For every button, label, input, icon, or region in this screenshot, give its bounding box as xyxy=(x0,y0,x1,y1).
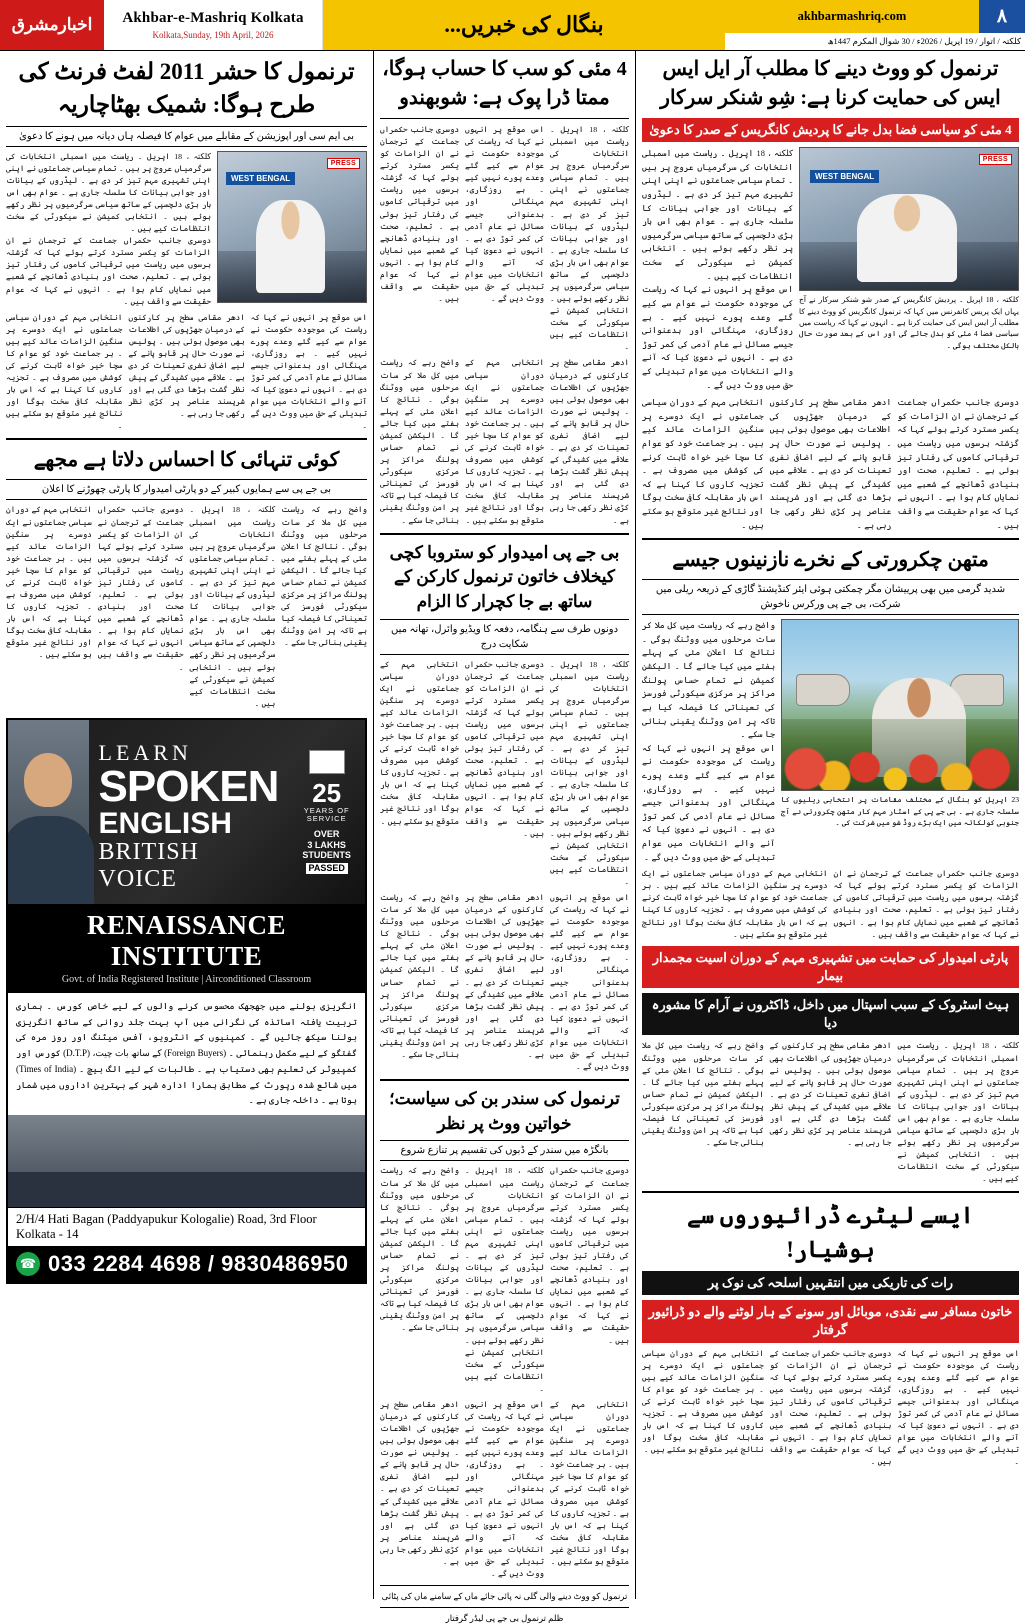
third-body-a: کلکتہ ، 18 اپریل ۔ ریاست میں اسمبلی انتخابات کی سرگرمیاں عروج پر ہیں ۔ تمام سیاسی جماعتوں نے اپنی اپنی تشہیری مہم تیز کر دی ہے ۔ لیڈروں کے بیانات اور جوابی بیانات کا سلسلہ جاری ہے ۔ عوام بھی اس بار بڑی دلچسپی کے ساتھ سیاسی سرگرمیوں پر نظر رکھے ہوئے ہیں ۔ انتخابی کمیشن نے سیکورٹی کے سخت انتظامات کیے ہیں ۔ xyxy=(897,1041,1019,1184)
divider-1 xyxy=(642,538,1019,540)
middle-headline: 4 مئی کو سب کا حساب ہوگا، ممتا ڈرا پوک ہے: شوبھندو xyxy=(382,58,627,109)
middle-body-c: دوسری جانب حکمراں جماعت کے ترجمان نے ان الزامات کو یکسر مسترد کرتے ہوئے کہا کہ گزشتہ برسوں میں ریاست میں ترقیاتی کاموں کی رفتار تیز ہوئی ہے ۔ تعلیم، صحت اور بنیادی ڈھانچے کے شعبے میں نمایاں کام ہوا ہے ۔ انہوں نے کہا کہ عوام حقیقت سے واقف ہیں ۔ xyxy=(380,125,459,304)
ad-spoken-label: SPOKEN xyxy=(98,762,279,812)
ad-over-line4: PASSED xyxy=(306,863,348,874)
middle-body-h: دوسری جانب حکمراں جماعت کے ترجمان نے ان الزامات کو یکسر مسترد کرتے ہوئے کہا کہ گزشتہ برسوں میں ریاست میں ترقیاتی کاموں کی رفتار تیز ہوئی ہے ۔ تعلیم، صحت اور بنیادی ڈھانچے کے شعبے میں نمایاں کام ہوا ہے ۔ انہوں نے کہا کہ عوام حقیقت سے واقف ہیں ۔ xyxy=(465,659,544,838)
ad-years-label: YEARS OF SERVICE xyxy=(303,805,350,823)
website-url[interactable]: akhbarmashriq.com xyxy=(797,9,907,23)
left-photo-row xyxy=(6,151,367,308)
center-banner-text: بنگال کی خبریں... xyxy=(444,12,604,37)
ad-classroom-desk xyxy=(8,1172,365,1207)
left-body-i: انتخابی مہم کے دوران سیاسی جماعتوں نے ایک دوسرے پر سنگین الزامات عائد کیے ہیں ۔ ہر جماعت خود کو عوام کا سچا خیر خواہ ثابت کرنے کی کوشش میں مصروف ہے ۔ تجزیہ کاروں کا کہنا ہے کہ اس بار مقابلہ کافی سخت ہوگا اور نتائج غیر متوقع ہو سکتے ہیں ۔ xyxy=(6,505,92,660)
middle-bottom-bar2: ظلم ترنمول بی جے پی لیڈر گرفتار xyxy=(445,1613,564,1624)
divider-m3 xyxy=(380,1079,629,1081)
paper-name-en: Akhbar-e-Mashriq Kolkata xyxy=(122,10,304,26)
left-body-cols-2 xyxy=(6,504,367,709)
ad-badges xyxy=(288,720,365,904)
middle-body-p: انتخابی مہم کے دوران سیاسی جماعتوں نے ایک دوسرے پر سنگین الزامات عائد کیے ہیں ۔ ہر جماعت خود کو عوام کا سچا خیر خواہ ثابت کرنے کی کوشش میں مصروف ہے ۔ تجزیہ کاروں کا کہنا ہے کہ اس بار مقابلہ کافی سخت ہوگا اور نتائج غیر متوقع ہو سکتے ہیں ۔ xyxy=(550,1399,629,1566)
ad-phone-row[interactable] xyxy=(8,1246,365,1282)
column-middle xyxy=(373,51,635,1624)
ad-years-number: 25 xyxy=(312,777,342,808)
ad-british-voice-label: BRITISH VOICE xyxy=(98,839,199,893)
ad-learn-label: LEARN xyxy=(98,740,192,766)
left-body-h: دوسری جانب حکمراں جماعت کے ترجمان نے ان الزامات کو یکسر مسترد کرتے ہوئے کہا کہ گزشتہ برسوں میں ریاست میں ترقیاتی کاموں کی رفتار تیز ہوئی ہے ۔ تعلیم، صحت اور بنیادی ڈھانچے کے شعبے میں نمایاں کام ہوا ہے ۔ انہوں نے کہا کہ عوام حقیقت سے واقف ہیں ۔ xyxy=(97,505,184,672)
rally-photo xyxy=(781,619,1019,791)
ad-classroom-photo xyxy=(8,1115,365,1207)
lead-body-a: کلکتہ ، 18 اپریل ۔ ریاست میں اسمبلی انتخابات کی سرگرمیاں عروج پر ہیں ۔ تمام سیاسی جماعتوں نے اپنی اپنی تشہیری مہم تیز کر دی ہے ۔ لیڈروں کے بیانات اور جوابی بیانات کا سلسلہ جاری ہے ۔ عوام بھی اس بار بڑی دلچسپی کے ساتھ سیاسی سرگرمیوں پر نظر رکھے ہوئے ہیں ۔ انتخابی کمیشن نے سیکورٹی کے سخت انتظامات کیے ہیں ۔ xyxy=(642,149,793,281)
ad-years-badge xyxy=(292,777,361,823)
ad-top-section xyxy=(8,720,365,904)
middle-body-a: کلکتہ ، 18 اپریل ۔ ریاست میں اسمبلی انتخابات کی سرگرمیاں عروج پر ہیں ۔ تمام سیاسی جماعتوں نے اپنی اپنی تشہیری مہم تیز کر دی ہے ۔ لیڈروں کے بیانات اور جوابی بیانات کا سلسلہ جاری ہے ۔ عوام بھی اس بار بڑی دلچسپی کے ساتھ سیاسی سرگرمیوں پر نظر رکھے ہوئے ہیں ۔ انتخابی کمیشن نے سیکورٹی کے سخت انتظامات کیے ہیں ۔ xyxy=(550,125,630,352)
divider-m2 xyxy=(380,533,629,535)
middle-body-cols-4 xyxy=(380,892,629,1073)
third-bar: پارٹی امیدوار کی حمایت میں تشہیری مہم کے دوران اسیت مجمدار بیمار xyxy=(642,946,1019,988)
left-body-a: کلکتہ ، 18 اپریل ۔ ریاست میں اسمبلی انتخابات کی سرگرمیاں عروج پر ہیں ۔ تمام سیاسی جماعتوں نے اپنی اپنی تشہیری مہم تیز کر دی ہے ۔ لیڈروں کے بیانات اور جوابی بیانات کا سلسلہ جاری ہے ۔ عوام بھی اس بار بڑی دلچسپی کے ساتھ سیاسی سرگرمیوں پر نظر رکھے ہوئے ہیں ۔ انتخابی کمیشن نے سیکورٹی کے سخت انتظامات کیے ہیں ۔ xyxy=(6,151,211,234)
phone-icon: ☎ xyxy=(16,1252,40,1276)
left-subhead-2: بی جے پی سے ہمایوں کبیر کے دو پارٹی امیدوار کا پارٹی چھوڑنے کا اعلان xyxy=(6,479,367,500)
left-body-d: ادھر مقامی سطح پر کارکنوں کے درمیان جھڑپوں کی اطلاعات بھی موصول ہوئی ہیں ۔ پولیس نے صورت حال پر قابو پانے کے لیے اضافی نفری تعینات کر دی ہے ۔ علاقے میں کشیدگی کے پیش نظر گشت بڑھا دی گئی ہے اور شرپسند عناصر پر کڑی نظر رکھی جا رہی ہے ۔ xyxy=(128,312,245,419)
ad-phone-number[interactable]: 033 2284 4698 / 9830486950 xyxy=(48,1251,349,1277)
divider-m4 xyxy=(380,1585,629,1586)
paper-date-en: Kolkata,Sunday, 19th April, 2026 xyxy=(152,30,274,40)
ad-photo-body xyxy=(6,816,94,904)
middle-body-e: انتخابی مہم کے دوران سیاسی جماعتوں نے ایک دوسرے پر سنگین الزامات عائد کیے ہیں ۔ ہر جماعت خود کو عوام کا سچا خیر خواہ ثابت کرنے کی کوشش میں مصروف ہے ۔ تجزیہ کاروں کا کہنا ہے کہ اس بار مقابلہ کافی سخت ہوگا اور نتائج غیر متوقع ہو سکتے ہیں ۔ xyxy=(465,358,544,525)
third-subbar: ہیٹ اسٹروک کے سبب اسپتال میں داخل، ڈاکٹروں نے آرام کا مشورہ دیا xyxy=(642,993,1019,1035)
left-body-b: دوسری جانب حکمراں جماعت کے ترجمان نے ان الزامات کو یکسر مسترد کرتے ہوئے کہا کہ گزشتہ برسوں میں ریاست میں ترقیاتی کاموں کی رفتار تیز ہوئی ہے ۔ تعلیم، صحت اور بنیادی ڈھانچے کے شعبے میں نمایاں کام ہوا ہے ۔ انہوں نے کہا کہ عوام حقیقت سے واقف ہیں ۔ xyxy=(6,236,211,306)
lead-headline: ترنمول کو ووٹ دینے کا مطلب آر ایل ایس ایس کی حمایت کرنا ہے: شِو شنکر سرکار xyxy=(660,58,1001,109)
left-subhead-1: بی ایم سی اور اپوزیشن کے مقابلے میں عوام کا فیصلہ ہاں دیانہ میں ہونے کا دعویٰ xyxy=(6,126,367,147)
advertisement-renaissance[interactable] xyxy=(6,718,367,1284)
middle-body-q: اس موقع پر انہوں نے کہا کہ ریاست کی موجودہ حکومت نے عوام سے کیے گئے وعدے پورے نہیں کیے ۔ بے روزگاری، مہنگائی اور بدعنوانی جیسے مسائل نے عام آدمی کی کمر توڑ دی ہے ۔ انہوں نے دعویٰ کیا کہ آنے والے انتخابات میں عوام تبدیلی کے حق میں ووٹ دیں گے ۔ xyxy=(465,1399,544,1579)
rally-body-d: انتخابی مہم کے دوران سیاسی جماعتوں نے ایک دوسرے پر سنگین الزامات عائد کیے ہیں ۔ ہر جماعت خود کو عوام کا سچا خیر خواہ ثابت کرنے کی کوشش میں مصروف ہے ۔ تجزیہ کاروں کا کہنا ہے کہ اس بار مقابلہ کافی سخت ہوگا اور نتائج غیر متوقع ہو سکتے ہیں ۔ xyxy=(642,869,828,939)
page-content xyxy=(0,51,1025,1624)
middle-body-m: دوسری جانب حکمراں جماعت کے ترجمان نے ان الزامات کو یکسر مسترد کرتے ہوئے کہا کہ گزشتہ برسوں میں ریاست میں ترقیاتی کاموں کی رفتار تیز ہوئی ہے ۔ تعلیم، صحت اور بنیادی ڈھانچے کے شعبے میں نمایاں کام ہوا ہے ۔ انہوں نے کہا کہ عوام حقیقت سے واقف ہیں ۔ xyxy=(550,1166,629,1345)
photo-person xyxy=(857,194,957,282)
rally-body-cols xyxy=(642,868,1019,940)
ad-english-label: ENGLISH xyxy=(98,806,232,840)
fourth-body-c: انتخابی مہم کے دوران سیاسی جماعتوں نے ایک دوسرے پر سنگین الزامات عائد کیے ہیں ۔ ہر جماعت خود کو عوام کا سچا خیر خواہ ثابت کرنے کی کوشش میں مصروف ہے ۔ تجزیہ کاروں کا کہنا ہے کہ اس بار مقابلہ کافی سخت ہوگا اور نتائج غیر متوقع ہو سکتے ہیں ۔ xyxy=(641,1348,764,1455)
ad-text-block xyxy=(89,720,289,904)
ad-over-line3: STUDENTS xyxy=(302,850,351,861)
rally-photo-row xyxy=(642,619,1019,864)
middle-body-i: انتخابی مہم کے دوران سیاسی جماعتوں نے ایک دوسرے پر سنگین الزامات عائد کیے ہیں ۔ ہر جماعت خود کو عوام کا سچا خیر خواہ ثابت کرنے کی کوشش میں مصروف ہے ۔ تجزیہ کاروں کا کہنا ہے کہ اس بار مقابلہ کافی سخت ہوگا اور نتائج غیر متوقع ہو سکتے ہیں ۔ xyxy=(380,659,459,826)
middle-body-d: ادھر مقامی سطح پر کارکنوں کے درمیان جھڑپوں کی اطلاعات بھی موصول ہوئی ہیں ۔ پولیس نے صورت حال پر قابو پانے کے لیے اضافی نفری تعینات کر دی ہے ۔ علاقے میں کشیدگی کے پیش نظر گشت بڑھا دی گئی ہے اور شرپسند عناصر پر کڑی نظر رکھی جا رہی ہے ۔ xyxy=(550,358,629,525)
third-body-b: ادھر مقامی سطح پر کارکنوں کے درمیان جھڑپوں کی اطلاعات بھی موصول ہوئی ہیں ۔ پولیس نے صورت حال پر قابو پانے کے لیے اضافی نفری تعینات کر دی ہے ۔ علاقے میں کشیدگی کے پیش نظر گشت بڑھا دی گئی ہے اور شرپسند عناصر پر کڑی نظر رکھی جا رہی ہے ۔ xyxy=(769,1041,892,1148)
left-press-badge: PRESS xyxy=(327,158,360,169)
left-photo xyxy=(217,151,367,303)
masthead-name-block xyxy=(104,0,323,50)
fourth-headline: ایسے لیٹرے ڈرائیوروں سے ہوشیار! xyxy=(687,1203,974,1262)
fourth-body-cols xyxy=(642,1348,1019,1469)
middle-body-r: ادھر مقامی سطح پر کارکنوں کے درمیان جھڑپوں کی اطلاعات بھی موصول ہوئی ہیں ۔ پولیس نے صورت حال پر قابو پانے کے لیے اضافی نفری تعینات کر دی ہے ۔ علاقے میں کشیدگی کے پیش نظر گشت بڑھا دی گئی ہے اور شرپسند عناصر پر کڑی نظر رکھی جا رہی ہے ۔ xyxy=(380,1399,459,1566)
divider-m1 xyxy=(380,118,629,119)
middle-body-b: اس موقع پر انہوں نے کہا کہ ریاست کی موجودہ حکومت نے عوام سے کیے گئے وعدے پورے نہیں کیے ۔ بے روزگاری، مہنگائی اور بدعنوانی جیسے مسائل نے عام آدمی کی کمر توڑ دی ہے ۔ انہوں نے دعویٰ کیا کہ آنے والے انتخابات میں عوام تبدیلی کے حق میں ووٹ دیں گے ۔ xyxy=(465,125,544,304)
left-body-c: اس موقع پر انہوں نے کہا کہ ریاست کی موجودہ حکومت نے عوام سے کیے گئے وعدے پورے نہیں کیے ۔ بے روزگاری، مہنگائی اور بدعنوانی جیسے مسائل نے عام آدمی کی کمر توڑ دی ہے ۔ انہوں نے دعویٰ کیا کہ آنے والے انتخابات میں عوام تبدیلی کے حق میں ووٹ دیں گے ۔ xyxy=(250,312,367,431)
lead-body-d: ادھر مقامی سطح پر کارکنوں کے درمیان جھڑپوں کی اطلاعات بھی موصول ہوئی ہیں ۔ پولیس نے صورت حال پر قابو پانے کے لیے اضافی نفری تعینات کر دی ہے ۔ علاقے میں کشیدگی کے پیش نظر گشت بڑھا دی گئی ہے اور شرپسند عناصر پر کڑی نظر رکھی جا رہی ہے ۔ xyxy=(769,398,892,530)
middle-second-bar: دونوں طرف سے ہنگامہ، دفعہ کا ویڈیو وائرل، تھانہ میں شکایت درج xyxy=(380,619,629,655)
middle-body-l: واضح رہے کہ ریاست میں کل ملا کر سات مرحلوں میں ووٹنگ ہوگی ۔ نتائج کا اعلان مئی کے پہلے ہفتے میں کیا جائے گا ۔ الیکشن کمیشن نے تمام حساس پولنگ مراکز پر مرکزی سیکورٹی فورسز کی تعیناتی کا فیصلہ کیا ہے تاکہ پر امن ووٹنگ یقینی بنائی جا سکے ۔ xyxy=(380,892,459,1059)
middle-body-cols-5 xyxy=(380,1165,629,1394)
column-right xyxy=(635,51,1025,1599)
column-left xyxy=(0,51,373,1599)
rally-body-b: اس موقع پر انہوں نے کہا کہ ریاست کی موجودہ حکومت نے عوام سے کیے گئے وعدے پورے نہیں کیے ۔ بے روزگاری، مہنگائی اور بدعنوانی جیسے مسائل نے عام آدمی کی کمر توڑ دی ہے ۔ انہوں نے دعویٰ کیا کہ آنے والے انتخابات میں عوام تبدیلی کے حق میں ووٹ دیں گے ۔ xyxy=(642,743,775,862)
middle-body-g: کلکتہ ، 18 اپریل ۔ ریاست میں اسمبلی انتخابات کی سرگرمیاں عروج پر ہیں ۔ تمام سیاسی جماعتوں نے اپنی اپنی تشہیری مہم تیز کر دی ہے ۔ لیڈروں کے بیانات اور جوابی بیانات کا سلسلہ جاری ہے ۔ عوام بھی اس بار بڑی دلچسپی کے ساتھ سیاسی سرگرمیوں پر نظر رکھے ہوئے ہیں ۔ انتخابی کمیشن نے سیکورٹی کے سخت انتظامات کیے ہیں ۔ xyxy=(550,659,630,886)
middle-body-cols-2 xyxy=(380,357,629,526)
fourth-body-a: اس موقع پر انہوں نے کہا کہ ریاست کی موجودہ حکومت نے عوام سے کیے گئے وعدے پورے نہیں کیے ۔ بے روزگاری، مہنگائی اور بدعنوانی جیسے مسائل نے عام آدمی کی کمر توڑ دی ہے ۔ انہوں نے دعویٰ کیا کہ آنے والے انتخابات میں عوام تبدیلی کے حق میں ووٹ دیں گے ۔ xyxy=(897,1348,1019,1467)
masthead-right-top xyxy=(725,0,1025,33)
ad-institute-name: RENAISSANCE INSTITUTE xyxy=(86,909,287,971)
divider-l1 xyxy=(6,438,367,440)
middle-third-subhead: بانگڑہ میں سندر کے ڈبوں کی تقسیم پر تنازع شروع xyxy=(380,1140,629,1161)
masthead-logo: اخبارمشرق xyxy=(0,0,104,50)
middle-body-k: ادھر مقامی سطح پر کارکنوں کے درمیان جھڑپوں کی اطلاعات بھی موصول ہوئی ہیں ۔ پولیس نے صورت حال پر قابو پانے کے لیے اضافی نفری تعینات کر دی ہے ۔ علاقے میں کشیدگی کے پیش نظر گشت بڑھا دی گئی ہے اور شرپسند عناصر پر کڑی نظر رکھی جا رہی ہے ۔ xyxy=(465,892,544,1059)
press-badge: PRESS xyxy=(979,154,1012,165)
left-photo-person xyxy=(256,200,324,293)
lead-body-b: اس موقع پر انہوں نے کہا کہ ریاست کی موجودہ حکومت نے عوام سے کیے گئے وعدے پورے نہیں کیے ۔ بے روزگاری، مہنگائی اور بدعنوانی جیسے مسائل نے عام آدمی کی کمر توڑ دی ہے ۔ انہوں نے دعویٰ کیا کہ آنے والے انتخابات میں عوام تبدیلی کے حق میں ووٹ دیں گے ۔ xyxy=(642,285,793,390)
ad-photo-head xyxy=(24,753,72,807)
middle-body-cols-1 xyxy=(380,124,629,353)
lead-subhead-bar: 4 مئی کو سیاسی فضا بدل جانے کا پردیش کانگریس کے صدر کا دعویٰ xyxy=(642,118,1019,142)
masthead-right xyxy=(725,0,1025,50)
middle-body-cols-6 xyxy=(380,1399,629,1580)
left-body-f: واضح رہے کہ ریاست میں کل ملا کر سات مرحلوں میں ووٹنگ ہوگی ۔ نتائج کا اعلان مئی کے پہلے ہفتے میں کیا جائے گا ۔ الیکشن کمیشن نے تمام حساس پولنگ مراکز پر مرکزی سیکورٹی فورسز کی تعیناتی کا فیصلہ کیا ہے تاکہ پر امن ووٹنگ یقینی بنائی جا سکے ۔ xyxy=(281,505,367,648)
fourth-bar-1: رات کی تاریکی میں انتقہیں اسلحہ کی نوک پر xyxy=(642,1271,1019,1295)
left-body-e: انتخابی مہم کے دوران سیاسی جماعتوں نے ایک دوسرے پر سنگین الزامات عائد کیے ہیں ۔ ہر جماعت خود کو عوام کا سچا خیر خواہ ثابت کرنے کی کوشش میں مصروف ہے ۔ تجزیہ کاروں کا کہنا ہے کہ اس بار مقابلہ کافی سخت ہوگا اور نتائج غیر متوقع ہو سکتے ہیں ۔ xyxy=(6,312,123,431)
middle-bottom-bar: ترنمول کو ووٹ دینے والی گلی نہ پائی جائے ماں کے سامنے ماں کی پٹائی xyxy=(381,1591,628,1602)
ad-students-badge xyxy=(302,829,351,874)
fourth-body-b: دوسری جانب حکمراں جماعت کے ترجمان نے ان الزامات کو یکسر مسترد کرتے ہوئے کہا کہ گزشتہ برسوں میں ریاست میں ترقیاتی کاموں کی رفتار تیز ہوئی ہے ۔ تعلیم، صحت اور بنیادی ڈھانچے کے شعبے میں نمایاں کام ہوا ہے ۔ انہوں نے کہا کہ عوام حقیقت سے واقف ہیں ۔ xyxy=(769,1348,892,1467)
fourth-bar-2: خاتون مسافر سے نقدی، موبائل اور سونے کے ہار لوٹنے والے دو ڈرائیور گرفتار xyxy=(642,1300,1019,1342)
middle-body-n: کلکتہ ، 18 اپریل ۔ ریاست میں اسمبلی انتخابات کی سرگرمیاں عروج پر ہیں ۔ تمام سیاسی جماعتوں نے اپنی اپنی تشہیری مہم تیز کر دی ہے ۔ لیڈروں کے بیانات اور جوابی بیانات کا سلسلہ جاری ہے ۔ عوام بھی اس بار بڑی دلچسپی کے ساتھ سیاسی سرگرمیوں پر نظر رکھے ہوئے ہیں ۔ انتخابی کمیشن نے سیکورٹی کے سخت انتظامات کیے ہیں ۔ xyxy=(465,1166,545,1393)
left-body-g: کلکتہ ، 18 اپریل ۔ ریاست میں اسمبلی انتخابات کی سرگرمیاں عروج پر ہیں ۔ تمام سیاسی جماعتوں نے اپنی اپنی تشہیری مہم تیز کر دی ہے ۔ لیڈروں کے بیانات اور جوابی بیانات کا سلسلہ جاری ہے ۔ عوام بھی اس بار بڑی دلچسپی کے ساتھ سیاسی سرگرمیوں پر نظر رکھے ہوئے ہیں ۔ انتخابی کمیشن نے سیکورٹی کے سخت انتظامات کیے ہیں ۔ xyxy=(189,505,276,708)
rally-body-c: دوسری جانب حکمراں جماعت کے ترجمان نے ان الزامات کو یکسر مسترد کرتے ہوئے کہا کہ گزشتہ برسوں میں ریاست میں ترقیاتی کاموں کی رفتار تیز ہوئی ہے ۔ تعلیم، صحت اور بنیادی ڈھانچے کے شعبے میں نمایاں کام ہوا ہے ۔ انہوں نے کہا کہ عوام حقیقت سے واقف ہیں ۔ xyxy=(833,869,1019,939)
middle-body-o: واضح رہے کہ ریاست میں کل ملا کر سات مرحلوں میں ووٹنگ ہوگی ۔ نتائج کا اعلان مئی کے پہلے ہفتے میں کیا جائے گا ۔ الیکشن کمیشن نے تمام حساس پولنگ مراکز پر مرکزی سیکورٹی فورسز کی تعیناتی کا فیصلہ کیا ہے تاکہ پر امن ووٹنگ یقینی بنائی جا سکے ۔ xyxy=(380,1166,459,1333)
second-headline: متھن چکرورتی کے نخرے نازنینوں جیسے xyxy=(672,549,989,572)
masthead xyxy=(0,0,1025,51)
middle-body-j: اس موقع پر انہوں نے کہا کہ ریاست کی موجودہ حکومت نے عوام سے کیے گئے وعدے پورے نہیں کیے ۔ بے روزگاری، مہنگائی اور بدعنوانی جیسے مسائل نے عام آدمی کی کمر توڑ دی ہے ۔ انہوں نے دعویٰ کیا کہ آنے والے انتخابات میں عوام تبدیلی کے حق میں ووٹ دیں گے ۔ xyxy=(550,892,629,1072)
date-line: کلکتہ / اتوار / 19 اپریل / 2026ء / 30 شوال المکرم 1447ھ xyxy=(725,33,1025,50)
lead-photo-row xyxy=(642,147,1019,392)
middle-body-f: واضح رہے کہ ریاست میں کل ملا کر سات مرحلوں میں ووٹنگ ہوگی ۔ نتائج کا اعلان مئی کے پہلے ہفتے میں کیا جائے گا ۔ الیکشن کمیشن نے تمام حساس پولنگ مراکز پر مرکزی سیکورٹی فورسز کی تعیناتی کا فیصلہ کیا ہے تاکہ پر امن ووٹنگ یقینی بنائی جا سکے ۔ xyxy=(380,358,459,525)
lead-body-e: انتخابی مہم کے دوران سیاسی جماعتوں نے ایک دوسرے پر سنگین الزامات عائد کیے ہیں ۔ ہر جماعت خود کو عوام کا سچا خیر خواہ ثابت کرنے کی کوشش میں مصروف ہے ۔ تجزیہ کاروں کا کہنا ہے کہ اس بار مقابلہ کافی سخت ہوگا اور نتائج غیر متوقع ہو سکتے ہیں ۔ xyxy=(641,398,764,530)
ad-instructor-photo xyxy=(8,720,89,904)
lead-body-c: دوسری جانب حکمراں جماعت کے ترجمان نے ان الزامات کو یکسر مسترد کرتے ہوئے کہا کہ گزشتہ برسوں میں ریاست میں ترقیاتی کاموں کی رفتار تیز ہوئی ہے ۔ تعلیم، صحت اور بنیادی ڈھانچے کے شعبے میں نمایاں کام ہوا ہے ۔ انہوں نے کہا کہ عوام حقیقت سے واقف ہیں ۔ xyxy=(897,398,1019,530)
middle-second-headline: بی جے پی امیدوار کو ستروبا کچی کیخلاف خاتون ترنمول کارکن کے ساتھ بے جا کچرار کا الزام xyxy=(389,542,620,611)
loudspeaker-icon xyxy=(796,674,850,706)
rally-caption: 23 اپریل کو بنگال کے مختلف مقامات پر انتخابی ریلیوں کا سلسلہ جاری ہے ۔ بی جے پی کے اسٹار مہم کار متھن چکرورتی نے آج جنوبی کولکاتہ میں ایک بڑے روڈ شو میں شرکت کی ۔ xyxy=(781,795,1019,828)
flower-decorations xyxy=(782,719,1018,790)
ad-address: 2/H/4 Hati Bagan (Paddyapukur Kologalie) Road, 3rd Floor Kolkata - 14 xyxy=(8,1207,365,1246)
masthead-center-banner xyxy=(323,0,725,50)
third-body-cols xyxy=(642,1040,1019,1185)
left-body-cols-1 xyxy=(6,312,367,433)
rally-body-a: واضح رہے کہ ریاست میں کل ملا کر سات مرحلوں میں ووٹنگ ہوگی ۔ نتائج کا اعلان مئی کے پہلے ہفتے میں کیا جائے گا ۔ الیکشن کمیشن نے تمام حساس پولنگ مراکز پر مرکزی سیکورٹی فورسز کی تعیناتی کا فیصلہ کیا ہے تاکہ پر امن ووٹنگ یقینی بنائی جا سکے ۔ xyxy=(642,621,775,740)
lead-body-cols xyxy=(642,396,1019,532)
left-headline-2: کوئی تنہائی کا احساس دلاتا ہے مجھے xyxy=(33,449,340,472)
ad-institute-sub: Govt. of India Registered Institute | Airconditioned Classroom xyxy=(61,973,312,985)
left-wb-badge: WEST BENGAL xyxy=(226,172,295,185)
lead-photo xyxy=(799,147,1019,291)
ad-over-line2: 3 LAKHS xyxy=(307,839,346,850)
middle-third-headline: ترنمول کی سندر بن کی سیاست؛ خواتین ووٹ پر نظر xyxy=(389,1089,620,1133)
union-jack-icon xyxy=(309,750,345,774)
ad-institute-block xyxy=(8,904,365,993)
second-subhead: شدید گرمی میں بھی پرییشان مگر چمکتی ہوئی ایئر کنڈیشنڈ گاڑی کے ذریعہ ریلی میں شرکت، بی جے پی ورکرس ناخوش xyxy=(642,579,1019,615)
west-bengal-badge: WEST BENGAL xyxy=(810,170,879,183)
left-headline-1: ترنمول کا حشر 2011 لفٹ فرنٹ کی طرح ہوگا: شمیک بھٹاچاریہ xyxy=(18,59,355,118)
lead-photo-caption: کلکتہ ، 18 اپریل ۔ پردیش کانگریس کے صدر شو شنکر سرکار نے آج یہاں ایک پریس کانفرنس میں کہا کہ ترنمول کانگریس کو ووٹ دینے کا مطلب آر ایس ایس کی حمایت کرنا ہے ۔ انہوں نے کہا کہ ریاست میں سیاسی فضا 4 مئی کو بدل جائے گی اور اس کے بعد صورت حال بالکل مختلف ہوگی ۔ xyxy=(799,295,1020,350)
divider-m5 xyxy=(380,1607,629,1608)
middle-body-cols-3 xyxy=(380,659,629,888)
page-number: ۸ xyxy=(979,0,1025,33)
third-body-c: واضح رہے کہ ریاست میں کل ملا کر سات مرحلوں میں ووٹنگ ہوگی ۔ نتائج کا اعلان مئی کے پہلے ہفتے میں کیا جائے گا ۔ الیکشن کمیشن نے تمام حساس پولنگ مراکز پر مرکزی سیکورٹی فورسز کی تعیناتی کا فیصلہ کیا ہے تاکہ پر امن ووٹنگ یقینی بنائی جا سکے ۔ xyxy=(641,1041,764,1148)
ad-urdu-copy: انگریزی بولنے میں جھجھک محسوس کرنے والوں کے لیے خاص کورس ۔ ہماری تربیت یافتہ اساتذہ کی نگرانی میں آپ بہت جلد روانی کے ساتھ انگریزی بولنا سیکھ جائیں گے ۔ کمپنیوں کے انٹرویو، آفس میٹنگ اور روز مرہ کی گفتگو کے لیے مکمل رہنمائی ۔ (Foreign Buyers) کے ساتھ بات چیت، (D.T.P) کورس اور کمپیوٹر کی تعلیم بھی دستیاب ہے ۔ طالبات کے لیے الگ بیچ ۔ (Times of India) میں شائع شدہ رپورٹ کے مطابق ہمارا ادارہ شہر کے بہترین اداروں میں شمار ہوتا ہے ۔ داخلہ جاری ہے ۔ xyxy=(8,993,365,1115)
divider-2 xyxy=(642,1191,1019,1193)
ad-over-line1: OVER xyxy=(313,828,340,839)
